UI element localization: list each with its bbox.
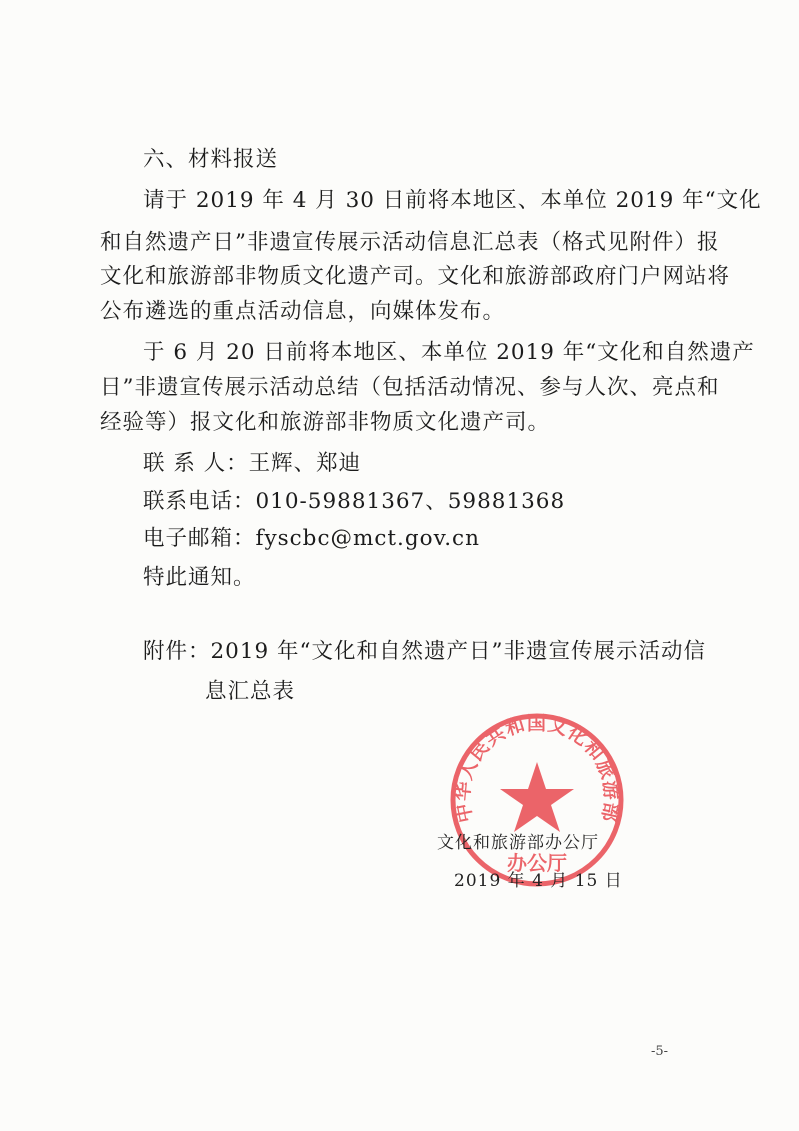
page-number: -5- — [651, 1044, 669, 1059]
paragraph1-line3: 文化和旅游部非物质文化遗产司。文化和旅游部政府门户网站将 — [100, 264, 731, 289]
contact-email: 电子邮箱：fyscbc@mct.gov.cn — [143, 526, 480, 551]
paragraph2-line2: 日”非遗宣传展示活动总结（包括活动情况、参与人次、亮点和 — [100, 375, 720, 400]
seal-star-icon — [500, 762, 574, 832]
attachment-line2: 息汇总表 — [205, 679, 296, 704]
paragraph1-line2: 和自然遗产日”非遗宣传展示活动信息汇总表（格式见附件）报 — [100, 230, 720, 255]
section-heading: 六、材料报送 — [143, 147, 279, 172]
signature-org: 文化和旅游部办公厅 — [437, 833, 599, 853]
seal-text: 中华人民共和国文化和旅游部 — [451, 712, 623, 825]
notice-text: 特此通知。 — [143, 565, 256, 590]
seal-bottom-text: 办公厅 — [507, 851, 567, 875]
signature-date: 2019 年 4 月 15 日 — [454, 871, 623, 891]
paragraph1-line4: 公布遴选的重点活动信息，向媒体发布。 — [100, 299, 506, 324]
official-seal — [447, 710, 627, 890]
contact-phone: 联系电话：010-59881367、59881368 — [143, 489, 566, 514]
paragraph1-line1: 请于 2019 年 4 月 30 日前将本地区、本单位 2019 年“文化 — [143, 188, 762, 213]
attachment-line1: 附件：2019 年“文化和自然遗产日”非遗宣传展示活动信 — [143, 639, 707, 664]
paragraph2-line3: 经验等）报文化和旅游部非物质文化遗产司。 — [100, 410, 551, 435]
contact-person: 联 系 人：王辉、郑迪 — [143, 451, 362, 476]
paragraph2-line1: 于 6 月 20 日前将本地区、本单位 2019 年“文化和自然遗产 — [143, 340, 755, 365]
